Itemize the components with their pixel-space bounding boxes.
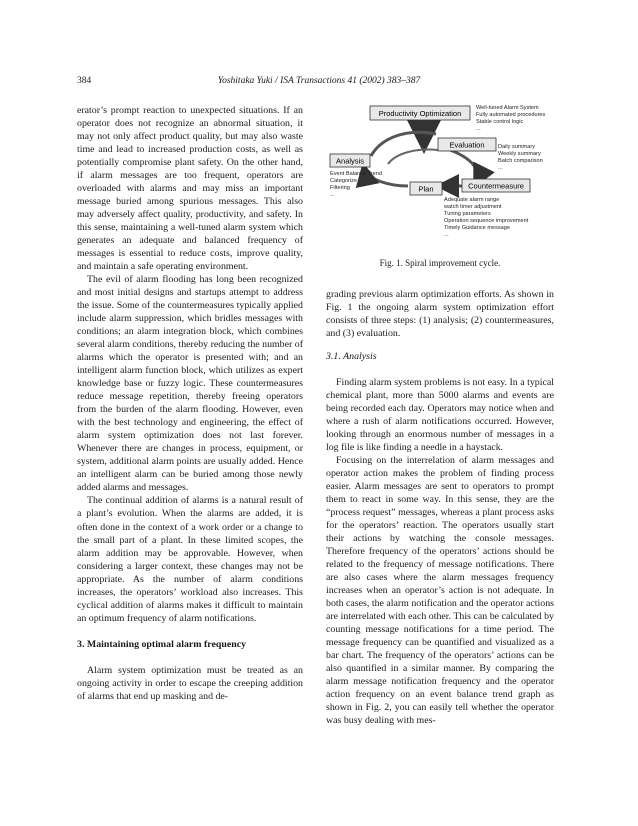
note-top-3: Stable control logic [476, 119, 524, 125]
note-eval-3: Batch comparison [498, 158, 543, 164]
note-analysis-1: Event Balance Trend [330, 171, 382, 177]
figure-caption-text: Fig. 1. Spiral improvement cycle. [379, 258, 501, 268]
running-head: Yoshitaka Yuki / ISA Transactions 41 (2002) 383–387 [217, 76, 421, 86]
note-analysis-4: ... [330, 192, 335, 198]
note-analysis-2: Categorize [330, 178, 358, 184]
page-header [77, 76, 561, 88]
paragraph: erator’s prompt reaction to unexpected situations. If an operator does not recognize an abnormal situation, it may not only affect product quality, but may also waste time and lead to increased production costs, as well as potentially compromise plant safety. On the other hand, if alarm messages are too frequent, operators are overloaded with alarms and may miss an important message buried among spurious messages. This also may adversely affect quality, productivity, and safety. In this sense, maintaining a well-tuned alarm system which generates an adequate and balanced frequency of messages is essential to reduce costs, improve quality, and maintain a safe operating environment. [77, 105, 303, 273]
box-productivity-label: Productivity Optimization [378, 109, 462, 118]
paragraph: Finding alarm system problems is not easy. In a typical chemical plant, more than 5000 alarms and events are being recorded each day. Operators may notice when and where a rush of alarm notifications occurred. However, looking through an enormous number of messages in a log file is like finding a needle in a haystack. [326, 377, 554, 454]
note-top-2: Fully automated procedures [476, 112, 546, 118]
note-eval-2: Weekly summary [498, 151, 541, 157]
figure-caption [326, 258, 554, 268]
note-counter-4: Operation sequence improvement [444, 218, 529, 224]
note-counter-5: Timely Guidance message [444, 225, 511, 231]
right-column [326, 288, 554, 727]
note-counter-1: Adequate alarm range [444, 197, 500, 203]
box-countermeasure-label: Countermeasure [468, 181, 524, 191]
subsection-heading: 3.1. Analysis [326, 351, 377, 363]
paragraph: Focusing on the interrelation of alarm messages and operator action makes the problem of finding process easier. Alarm messages are sent to operators to prompt them to react in some way. In this sense, they are the “process request” messages, whereas a plant process asks for the operators’ reaction. The operators usually start their actions by watching the console messages. Therefore frequency of the operators’ actions should be related to the frequency of message notifications. There are also cases where the alarm messages frequency increases when an operator’s action is not adequate. In both cases, the alarm notification and the operator actions are interrelated with each other. This can be calculated by counting message notifications for a time period. The message frequency can be quantified and visualized as a bar chart. The frequency of the operators’ actions can be also quantified in a similar manner. By comparing the alarm message notification frequency and the operator action frequency on an event balance trend graph as shown in Fig. 2, you can easily tell whether the operator was busy dealing with mes- [326, 455, 554, 727]
paragraph: grading previous alarm optimization efforts. As shown in Fig. 1 the ongoing alarm system optimization effort consists of three steps: (1) analysis; (2) countermeasures, and (3) evaluation. [326, 289, 554, 340]
note-eval-1: Daily summary [498, 144, 535, 150]
note-eval-4: ... [498, 165, 503, 171]
spiral-diagram [326, 98, 554, 258]
left-column [77, 104, 303, 703]
note-counter-2: watch timer adjustment [444, 204, 502, 210]
paragraph: The continual addition of alarms is a natural result of a plant’s evolution. When the alarms are added, it is often done in the context of a work order or a change to the small part of a plant. In these limited scopes, the alarm addition may be approvable. However, when considering a larger context, these changes may not be appropriate. As the number of alarm conditions increases, the operators’ workload also increases. This cyclical addition of alarms makes it difficult to maintain an optimum frequency of alarm notifications. [77, 495, 303, 624]
spiral-arc [388, 150, 438, 164]
note-top-1: Well-tuned Alarm System [476, 105, 539, 111]
box-plan-label: Plan [418, 184, 434, 194]
paragraph: Alarm system optimization must be treated as an ongoing activity in order to escape the creeping addition of alarms that end up masking and de- [77, 664, 303, 702]
note-top-4: ... [476, 126, 481, 132]
figure-spiral-cycle [326, 98, 554, 274]
box-evaluation-label: Evaluation [449, 140, 485, 150]
note-counter-6: ... [444, 232, 449, 238]
box-analysis-label: Analysis [336, 156, 364, 166]
paragraph: The evil of alarm flooding has long been recognized and most initial designs and startups attempt to address the issue. Some of the countermeasures typically applied include alarm suppression, which bridles messages with conditions; an alarm integration block, which combines several alarm conditions, thereby reducing the number of alarms which the operator is presented with; and an intelligent alarm function block, which utilizes as expert knowledge base or fuzzy logic. These countermeasures reduce message repetition, thereby freeing operators from the burden of the alarm flooding. However, even with the best technology and engineering, the effect of alarm system optimization does not last forever. Whenever there are changes in process, equipment, or system, additional alarm points are usually added. Hence an intelligent alarm can be buried among those newly added alarms and messages. [77, 274, 303, 494]
note-counter-3: Tuning parameters [444, 211, 491, 217]
spiral-arc [444, 148, 478, 183]
note-analysis-3: Filtering [330, 185, 350, 191]
section-heading: 3. Maintaining optimal alarm frequency [77, 638, 247, 650]
page-number: 384 [77, 76, 92, 86]
